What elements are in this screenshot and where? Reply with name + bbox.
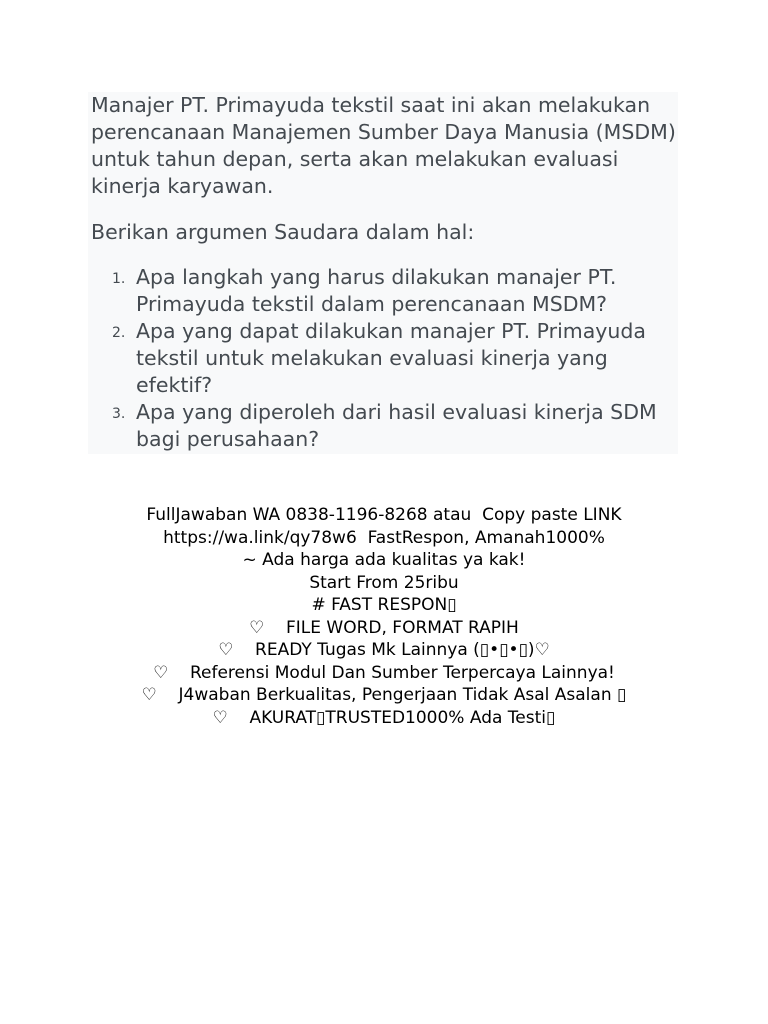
promo-line-file-word: ♡ FILE WORD, FORMAT RAPIH [249, 617, 519, 638]
question-text-3: Apa yang diperoleh dari hasil evaluasi kinerja SDM bagi perusahaan? [136, 400, 657, 451]
question-list [108, 264, 678, 453]
question-text-1: Apa langkah yang harus dilakukan manajer PT. Primayuda tekstil dalam perencanaan MSDM? [136, 265, 617, 316]
promo-block [0, 504, 768, 729]
question-paragraph-block [91, 92, 681, 200]
question-number-2: 2. [112, 325, 126, 341]
promo-line-fast-respon: # FAST RESPON▯ [311, 595, 457, 615]
promo-line-berkualitas: ♡ J4waban Berkualitas, Pengerjaan Tidak Asal Asalan ▯ [141, 685, 627, 705]
question-text-2: Apa yang dapat dilakukan manajer PT. Primayuda tekstil untuk melakukan evaluasi kinerja yang efektif? [136, 319, 646, 397]
promo-line-price: Start From 25ribu [309, 572, 459, 593]
promo-line-ready: ♡ READY Tugas Mk Lainnya (▯•▯•▯)♡ [218, 640, 550, 660]
promo-line-contact: FullJawaban WA 0838-1196-8268 atau Copy paste LINK [146, 505, 622, 525]
question-item-1 [108, 264, 678, 318]
question-prompt: Berikan argumen Saudara dalam hal: [91, 220, 475, 244]
question-paragraph: Manajer PT. Primayuda tekstil saat ini akan melakukan perencanaan Manajemen Sumber Daya Manusia (MSDM) untuk tahun depan, serta akan melakukan evaluasi kinerja karyawan. [91, 93, 676, 198]
question-item-3 [108, 399, 678, 453]
promo-line-akurat: ♡ AKURAT▯TRUSTED1000% Ada Testi▯ [212, 707, 556, 728]
question-number-1: 1. [112, 271, 126, 287]
promo-line-quality: ~ Ada harga ada kualitas ya kak! [242, 550, 526, 570]
question-number-3: 3. [112, 406, 126, 422]
promo-line-link: https://wa.link/qy78w6 FastRespon, Amanah1000% [163, 527, 605, 548]
question-item-2 [108, 318, 678, 399]
promo-line-referensi: ♡ Referensi Modul Dan Sumber Terpercaya Lainnya! [153, 662, 615, 683]
